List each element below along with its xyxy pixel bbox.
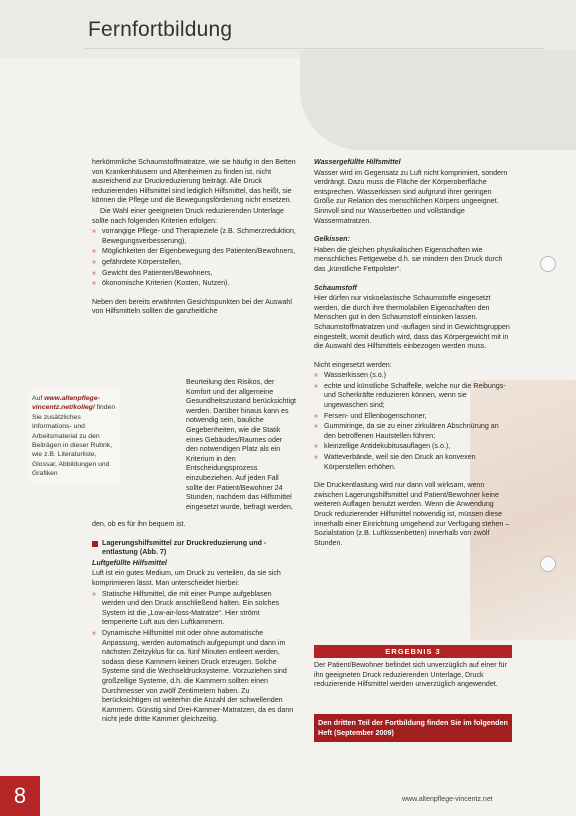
unsuitable-heading: Nicht eingesetzt werden: (314, 360, 392, 369)
water-text: Wasser wird im Gegensatz zu Luft nicht komprimiert, sondern verdrängt. Dazu muss die Fläche der Körperoberfläche entsprechen. Wasserkissen sind aufgrund ihrer geringen Größe zur Relation des menschlichen Körpers ungeeignet. Sinnvoll sind nur Wasserbetten und vollständige Wassermatratzen. (314, 168, 508, 225)
page-title: Fernfortbildung (88, 18, 233, 41)
foam-text: Hier dürfen nur viskoelastische Schaumstoffe eingesetzt werden, die durch ihre thermolabilen Eigenschaften den Menschen gut in den Schaumstoff einsinken lassen. Schaumstoffmatratzen und -auflagen sind in Gewichtsgruppen eingestellt, womit deutlich wird, dass das Körpergewicht mit in die Auswahl des Hilfsmittels einbezogen werden muss. (314, 294, 510, 351)
floated-paragraph: Beurteilung des Risikos, der Komfort und der allgemeine Gesundheitszustand berücksichtigt werden. Darüber hinaus kann es notwendig sein, bauliche Gegebenheiten, wie die Statik eines Gebäudes/Raumes oder den notwendigen Platz als ein Kriterium in den Entscheidungsprozess einzubeziehen. Auf jeden Fall sollte der Patient/Bewohner 24 Stunden, nachdem das Hilfsmittel eingesetzt wurde, befragt werden, (186, 378, 297, 511)
list-item: » Wasserkissen (s.o.) (314, 371, 510, 381)
list-item: » ökonomische Kriterien (Kosten, Nutzen). (92, 279, 296, 289)
left-column (92, 158, 296, 318)
footer-url[interactable]: www.altenpflege-vincentz.net (402, 796, 493, 803)
paragraph-end: den, ob es für ihn bequem ist. (92, 520, 186, 528)
intro-paragraph: herkömmliche Schaumstoffmatratze, wie sie häufig in den Betten von Krankenhäusern und Altenheimen zu finden ist, nicht ausreichend zur Druckreduzierung beiträgt. Alle Druck reduzierenden Hilfsmittel sind lediglich Hilfsmittel, das heißt, sie können die Pflege und die Bewegungsförderung nicht ersetzen. (92, 158, 296, 205)
result-label: ERGEBNIS 3 (314, 645, 512, 658)
left-column-lower (92, 520, 296, 726)
list-item: » Watteverbände, weil sie den Druck an konvexen Körperstellen erhöhen. (314, 453, 510, 472)
next-part-box: Den dritten Teil der Fortbildung finden Sie im folgenden Heft (September 2009) (314, 714, 512, 742)
sidebar-prefix: Auf (32, 395, 43, 402)
list-item: » Fersen- und Ellenbogenschoner, (314, 412, 510, 422)
right-column (314, 158, 510, 549)
unsuitable-list (314, 371, 510, 472)
list-item: » gefährdete Körperstellen, (92, 258, 296, 268)
heading-foam: Schaumstoff (314, 283, 357, 292)
section-title: Lagerungshilfsmittel zur Druckreduzierung und -entlastung (Abb. 7) (92, 539, 296, 558)
list-item: » Dynamische Hilfsmittel mit oder ohne automatische Anpassung, werden automatisch aufgepumpt und dann im nächsten Zeitzyklus für ca. fünf Minuten entleert werden, sodass diese Kammern keinen Druck erzeugen. Solche Systeme sind die Wechseldrucksysteme. Vorzuziehen sind großzellige Systeme, d.h. die Kammern sollten einen Durchmesser von zwölf Zentimetern haben. Zu berücksichtigen ist weiterhin die Anzahl der schwellenden Kammern. Günstig sind Drei-Kammer-Matratzen, da es dann nicht jede dritte Kammer gleichzeitig. (92, 629, 296, 725)
punch-hole-icon (540, 556, 556, 572)
list-item: » echte und künstliche Schaffelle, welche nur die Reibungs- und Scherkräfte reduzieren können, wenn sie ungewaschen sind; (314, 382, 510, 411)
decorative-grey-shape (300, 50, 576, 150)
closing-paragraph: Die Druckentlastung wird nur dann voll wirksam, wenn zwischen Lagerungshilfsmittel und Patient/Bewohner keine weiteren Auflagen benutzt werden. Wenn die Anwendung Druck reduzierender Hilfsmittel notwendig ist, müssen diese innerhalb einer Einrichtung umgehend zur Verfügung stehen – Sozialstation (z.B. Luftkissenbetten) innerhalb von zwölf Stunden. (314, 481, 510, 547)
page-number: 8 (0, 776, 40, 816)
air-list (92, 590, 296, 725)
sidebar-info-box (28, 390, 120, 483)
header-divider (84, 48, 544, 49)
list-item: » Gewicht des Patienten/Bewohners, (92, 269, 296, 279)
list-item: » Statische Hilfsmittel, die mit einer Pumpe aufgeblasen werden und den Druck anschließend halten. Ein solches System ist die „Low-air-loss-Matratze“. Hier strömt temperierte Luft aus den Luftkammern. (92, 590, 296, 628)
air-intro: Luft ist ein gutes Medium, um Druck zu verteilen, da sie sich komprimieren lässt. Man unterscheidet hierbei: (92, 569, 281, 587)
list-item: » Gummiringe, da sie zu einer zirkulären Abschnürung an den betroffenen Hautstellen führen; (314, 422, 510, 441)
result-box (314, 645, 512, 690)
heading-gel: Gelkissen: (314, 235, 350, 244)
gel-text: Haben die gleichen physikalischen Eigenschaften wie menschliches Fettgewebe d.h. sie mindern den Druck durch das „künstliche Fettpolster“. (314, 245, 503, 273)
criteria-intro: Die Wahl einer geeigneten Druck reduzierenden Unterlage sollte nach folgenden Kriterien erfolgen: (92, 206, 284, 225)
list-item: » Möglichkeiten der Eigenbewegung des Patienten/Bewohners, (92, 247, 296, 257)
paragraph-start: Neben den bereits erwähnten Gesichtspunkten bei der Auswahl von Hilfsmitteln sollten die ganzheitliche (92, 297, 292, 316)
sidebar-text: finden Sie zusätzliches Informations- und Arbeitsmaterial zu den Beiträgen in dieser Rubrik, wie z.B. Literaturliste, Glossar, Abbildungen und Grafiken (32, 404, 116, 478)
subheading-air: Luftgefüllte Hilfsmittel (92, 558, 167, 567)
list-item: » kleinzellige Antidekubitusauflagen (s.o.), (314, 442, 510, 452)
criteria-list (92, 227, 296, 289)
punch-hole-icon (540, 256, 556, 272)
sidebar-link[interactable]: www.altenpflege-vincentz.net/kolleg/ (32, 395, 100, 412)
heading-water: Wassergefüllte Hilfsmittel (314, 158, 401, 166)
list-item: » vorrangige Pflege- und Therapieziele (z.B. Schmerzreduktion, Bewegungsverbesserung), (92, 227, 296, 246)
result-text: Der Patient/Bewohner befindet sich unverzüglich auf einer für ihn geeigneten Druck reduzierenden Unterlage, Druck reduzierende Hilfsmittel werden unverzüglich angewendet. (314, 661, 507, 689)
